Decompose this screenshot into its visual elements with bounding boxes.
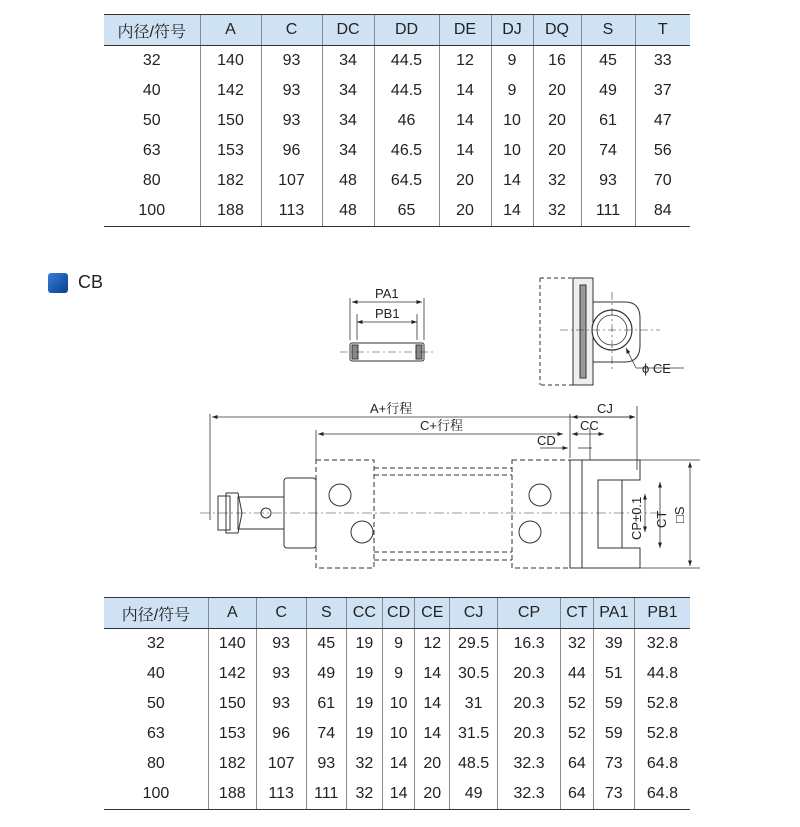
table-row bbox=[104, 629, 690, 660]
table-cell: 64.8 bbox=[634, 779, 690, 810]
table-cell: 93 bbox=[261, 46, 322, 77]
table-cell: 47 bbox=[635, 106, 690, 136]
table-cell: 32 bbox=[561, 629, 594, 660]
table-cell: 93 bbox=[306, 749, 346, 779]
table-cell: 150 bbox=[208, 689, 256, 719]
table-cell: 16.3 bbox=[498, 629, 561, 660]
table-cell: 14 bbox=[439, 76, 491, 106]
table-cell: 107 bbox=[261, 166, 322, 196]
table-cell: 14 bbox=[439, 136, 491, 166]
cd-label: CD bbox=[537, 433, 556, 448]
cj-label: CJ bbox=[597, 401, 613, 416]
table-cell: 107 bbox=[256, 749, 306, 779]
table-cell: 19 bbox=[346, 659, 382, 689]
table-cell: 32.3 bbox=[498, 749, 561, 779]
table-cell: 20 bbox=[533, 136, 581, 166]
table-cell: 111 bbox=[581, 196, 635, 227]
table-cell: 113 bbox=[261, 196, 322, 227]
column-header: DE bbox=[439, 15, 491, 46]
table-cell: 20 bbox=[439, 196, 491, 227]
table-cell: 84 bbox=[635, 196, 690, 227]
table-cell: 113 bbox=[256, 779, 306, 810]
table-cell: 96 bbox=[261, 136, 322, 166]
table-cell: 46.5 bbox=[374, 136, 439, 166]
table-cell: 20.3 bbox=[498, 689, 561, 719]
table-cell: 61 bbox=[581, 106, 635, 136]
table-cell: 59 bbox=[593, 689, 634, 719]
table-row bbox=[104, 749, 690, 779]
table-cell: 63 bbox=[147, 725, 165, 742]
table-cell: 29.5 bbox=[450, 629, 498, 660]
table-cell: 48 bbox=[322, 196, 374, 227]
table-cell: 63 bbox=[142, 142, 161, 159]
a-stroke-label: A+行程 bbox=[370, 401, 413, 416]
table-cell: 32 bbox=[142, 52, 161, 69]
cc-label: CC bbox=[580, 418, 599, 433]
table-row bbox=[104, 106, 690, 136]
table-cell: 14 bbox=[491, 196, 533, 227]
table-row bbox=[104, 166, 690, 196]
table-cell: 100 bbox=[104, 779, 208, 810]
column-header: 内径/符号 bbox=[104, 598, 208, 629]
table-cell: 44 bbox=[561, 659, 594, 689]
column-header: S bbox=[306, 598, 346, 629]
table-cell: 93 bbox=[256, 659, 306, 689]
table-cell: 49 bbox=[306, 659, 346, 689]
table-row bbox=[104, 76, 690, 106]
table-cell: 150 bbox=[200, 106, 261, 136]
table-cell: 37 bbox=[635, 76, 690, 106]
section-label: CB bbox=[78, 272, 104, 292]
table-cell: 80 bbox=[142, 172, 161, 189]
table-cell: 73 bbox=[593, 749, 634, 779]
table-cell: 48 bbox=[322, 166, 374, 196]
table-cell: 182 bbox=[200, 166, 261, 196]
table-header-row bbox=[104, 598, 690, 629]
table-cell: 52 bbox=[561, 719, 594, 749]
table-cell: 93 bbox=[261, 106, 322, 136]
column-header: CT bbox=[561, 598, 594, 629]
table-cell: 93 bbox=[261, 76, 322, 106]
table-cell: 14 bbox=[415, 689, 450, 719]
column-header: A bbox=[200, 15, 261, 46]
table-cell: 32 bbox=[346, 749, 382, 779]
table-row bbox=[104, 196, 690, 227]
table-cell: 10 bbox=[382, 719, 415, 749]
cylinder-body bbox=[200, 460, 660, 568]
table-cell: 153 bbox=[208, 719, 256, 749]
table-cell: 32.3 bbox=[498, 779, 561, 810]
table-cell: 14 bbox=[382, 779, 415, 810]
table-cell: 14 bbox=[491, 166, 533, 196]
table-cell: 30.5 bbox=[450, 659, 498, 689]
table-cell: 56 bbox=[635, 136, 690, 166]
column-header: DJ bbox=[491, 15, 533, 46]
table-row bbox=[104, 689, 690, 719]
table-row bbox=[104, 659, 690, 689]
table-cell: 20 bbox=[415, 749, 450, 779]
table-cell: 93 bbox=[581, 166, 635, 196]
table-cell: 46 bbox=[374, 106, 439, 136]
table-cell: 96 bbox=[256, 719, 306, 749]
table-cell: 100 bbox=[104, 196, 200, 227]
ce-label: ϕ CE bbox=[642, 361, 671, 376]
table-cell: 80 bbox=[147, 755, 165, 772]
column-header: S bbox=[581, 15, 635, 46]
column-header: T bbox=[635, 15, 690, 46]
table-cell: 20 bbox=[533, 76, 581, 106]
cp-label: CP±0.1 bbox=[629, 496, 644, 540]
table-row bbox=[104, 136, 690, 166]
table-cell: 65 bbox=[374, 196, 439, 227]
table-cell: 49 bbox=[581, 76, 635, 106]
column-header: CP bbox=[498, 598, 561, 629]
table-cell: 32 bbox=[346, 779, 382, 810]
table-cell: 9 bbox=[382, 659, 415, 689]
table-cell: 64.8 bbox=[634, 749, 690, 779]
table-cell: 31.5 bbox=[450, 719, 498, 749]
table-cell: 39 bbox=[593, 629, 634, 660]
column-header: C bbox=[256, 598, 306, 629]
table-cell: 142 bbox=[200, 76, 261, 106]
table-cell: 70 bbox=[635, 166, 690, 196]
column-header: CD bbox=[382, 598, 415, 629]
table-cell: 111 bbox=[306, 779, 346, 810]
table-cell: 14 bbox=[382, 749, 415, 779]
table-cell: 19 bbox=[346, 689, 382, 719]
column-header: PA1 bbox=[593, 598, 634, 629]
table-cell: 34 bbox=[322, 136, 374, 166]
table-cell: 50 bbox=[142, 112, 161, 129]
table-cell: 48.5 bbox=[450, 749, 498, 779]
table-row bbox=[104, 719, 690, 749]
table-cell: 31 bbox=[450, 689, 498, 719]
column-header: C bbox=[261, 15, 322, 46]
column-header: DC bbox=[322, 15, 374, 46]
table-cell: 64.5 bbox=[374, 166, 439, 196]
table-cell: 188 bbox=[200, 196, 261, 227]
table-cell: 45 bbox=[306, 629, 346, 660]
table-cell: 20 bbox=[415, 779, 450, 810]
table-row bbox=[104, 779, 690, 810]
s-label: □S bbox=[672, 506, 687, 523]
column-header: 内径/符号 bbox=[104, 15, 200, 46]
dimension-table-1 bbox=[104, 14, 690, 227]
column-header: CE bbox=[415, 598, 450, 629]
table-cell: 10 bbox=[491, 136, 533, 166]
table-cell: 45 bbox=[581, 46, 635, 77]
table-cell: 140 bbox=[200, 46, 261, 77]
table-cell: 64 bbox=[561, 779, 594, 810]
table-cell: 19 bbox=[346, 629, 382, 660]
table-cell: 14 bbox=[415, 719, 450, 749]
table-cell: 10 bbox=[382, 689, 415, 719]
table-cell: 52.8 bbox=[634, 719, 690, 749]
c-stroke-label: C+行程 bbox=[420, 418, 463, 433]
column-header: CJ bbox=[450, 598, 498, 629]
table-cell: 74 bbox=[581, 136, 635, 166]
table-cell: 34 bbox=[322, 106, 374, 136]
table-cell: 61 bbox=[306, 689, 346, 719]
table-cell: 20 bbox=[533, 106, 581, 136]
column-header: PB1 bbox=[634, 598, 690, 629]
table-cell: 73 bbox=[593, 779, 634, 810]
table-cell: 140 bbox=[208, 629, 256, 660]
table-cell: 32 bbox=[533, 166, 581, 196]
table-cell: 51 bbox=[593, 659, 634, 689]
cylinder-drawing bbox=[0, 260, 800, 590]
table-cell: 10 bbox=[491, 106, 533, 136]
column-header: CC bbox=[346, 598, 382, 629]
table-cell: 93 bbox=[256, 629, 306, 660]
table-cell: 20.3 bbox=[498, 719, 561, 749]
table-cell: 52.8 bbox=[634, 689, 690, 719]
table-cell: 49 bbox=[450, 779, 498, 810]
table-cell: 34 bbox=[322, 46, 374, 77]
table-cell: 44.8 bbox=[634, 659, 690, 689]
table-cell: 52 bbox=[561, 689, 594, 719]
table-cell: 33 bbox=[635, 46, 690, 77]
table-cell: 153 bbox=[200, 136, 261, 166]
table-row bbox=[104, 46, 690, 77]
table-cell: 9 bbox=[491, 76, 533, 106]
table-cell: 32 bbox=[147, 635, 165, 652]
table-cell: 182 bbox=[208, 749, 256, 779]
table-cell: 34 bbox=[322, 76, 374, 106]
table-cell: 50 bbox=[147, 695, 165, 712]
table-cell: 40 bbox=[142, 82, 161, 99]
column-header: A bbox=[208, 598, 256, 629]
table-cell: 74 bbox=[306, 719, 346, 749]
table-cell: 64 bbox=[561, 749, 594, 779]
table-cell: 142 bbox=[208, 659, 256, 689]
table-cell: 44.5 bbox=[374, 46, 439, 77]
table-cell: 32 bbox=[533, 196, 581, 227]
table-cell: 14 bbox=[439, 106, 491, 136]
table-header-row bbox=[104, 15, 690, 46]
pa1-label: PA1 bbox=[375, 286, 399, 301]
table-cell: 14 bbox=[415, 659, 450, 689]
table-cell: 188 bbox=[208, 779, 256, 810]
table-cell: 20.3 bbox=[498, 659, 561, 689]
table-cell: 20 bbox=[439, 166, 491, 196]
table-cell: 93 bbox=[256, 689, 306, 719]
table-cell: 9 bbox=[491, 46, 533, 77]
dimension-table-2 bbox=[104, 597, 690, 810]
ct-label: CT bbox=[654, 510, 669, 528]
table-cell: 12 bbox=[415, 629, 450, 660]
table-cell: 19 bbox=[346, 719, 382, 749]
table-cell: 44.5 bbox=[374, 76, 439, 106]
pb1-label: PB1 bbox=[375, 306, 400, 321]
table-cell: 59 bbox=[593, 719, 634, 749]
column-header: DD bbox=[374, 15, 439, 46]
column-header: DQ bbox=[533, 15, 581, 46]
table-cell: 16 bbox=[533, 46, 581, 77]
table-cell: 32.8 bbox=[634, 629, 690, 660]
table-cell: 12 bbox=[439, 46, 491, 77]
table-cell: 9 bbox=[382, 629, 415, 660]
table-cell: 40 bbox=[147, 665, 165, 682]
